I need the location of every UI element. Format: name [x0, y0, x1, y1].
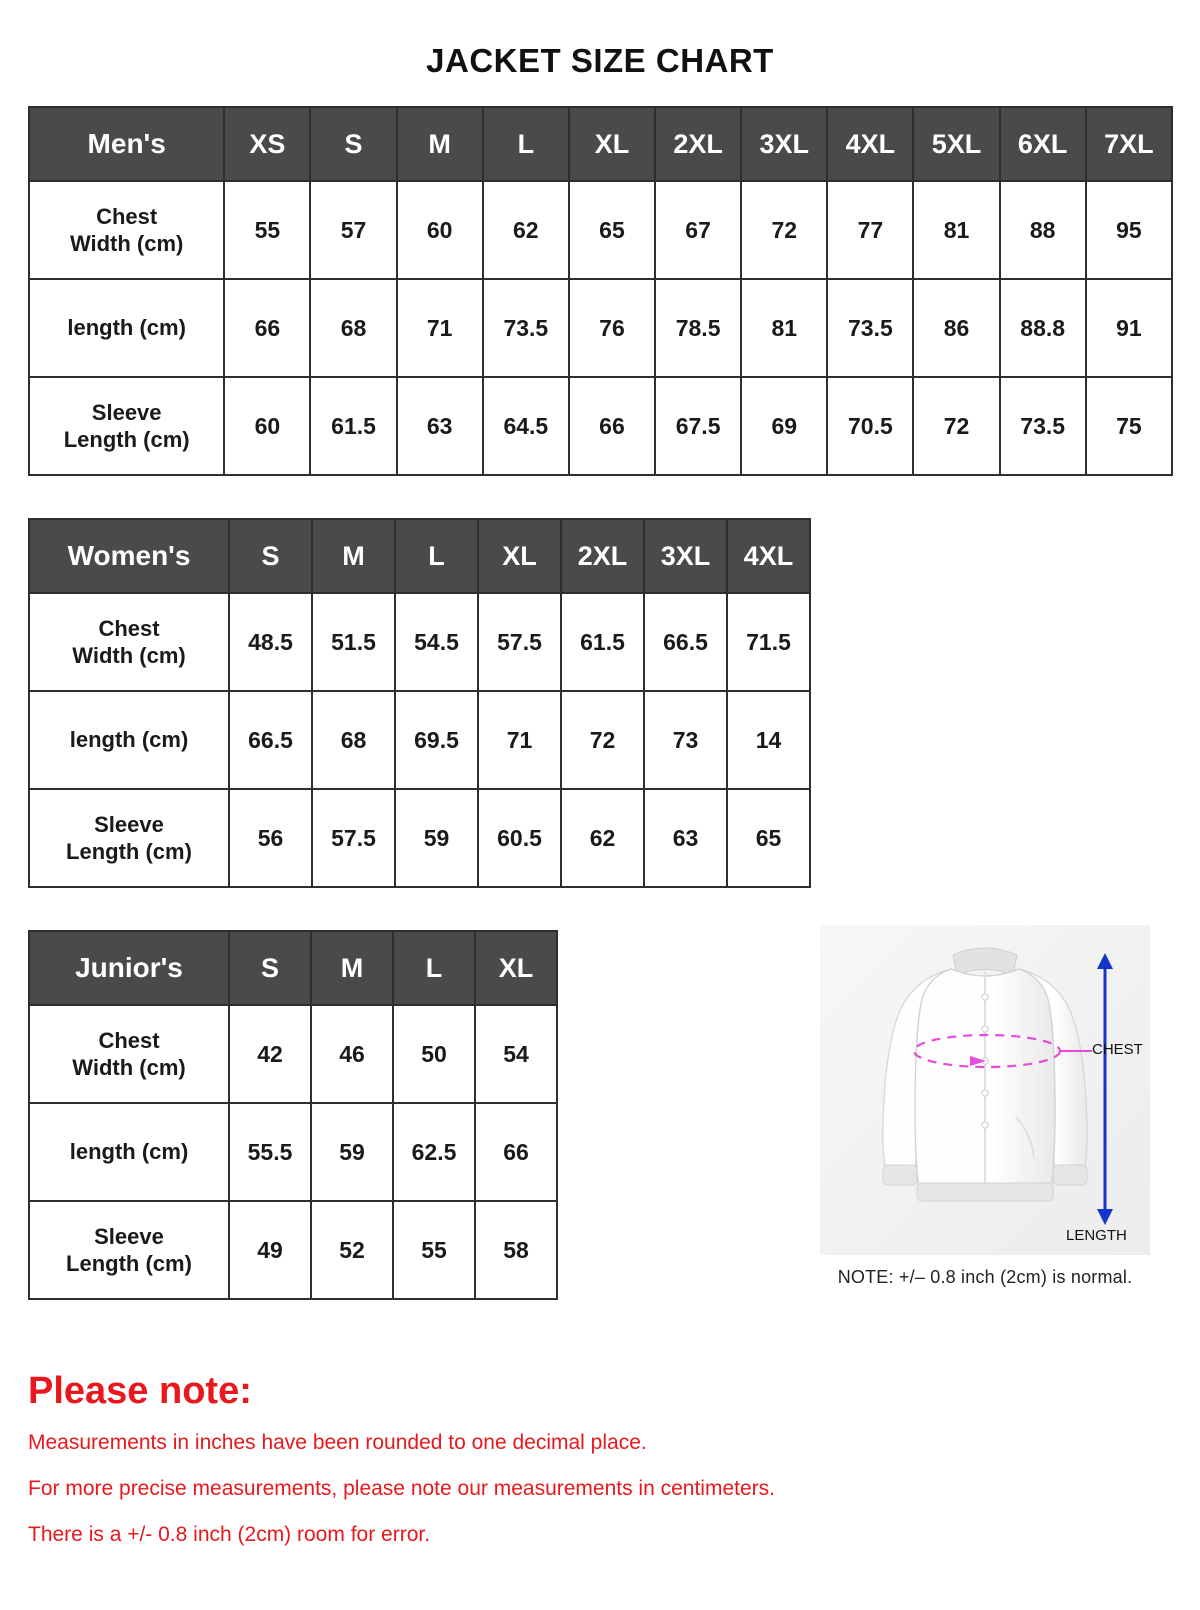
- table-row: [29, 1103, 557, 1201]
- cell: 75: [1086, 377, 1172, 475]
- please-note-line: For more precise measurements, please note our measurements in centimeters.: [28, 1477, 775, 1500]
- cell: 66.5: [644, 593, 727, 691]
- chest-label: CHEST: [1092, 1041, 1143, 1058]
- size-header: S: [310, 107, 396, 181]
- cell: 68: [312, 691, 395, 789]
- table-row: [29, 181, 1172, 279]
- cell: 54: [475, 1005, 557, 1103]
- cell: 95: [1086, 181, 1172, 279]
- please-note-line: There is a +/- 0.8 inch (2cm) room for error.: [28, 1523, 431, 1546]
- size-header: M: [397, 107, 483, 181]
- table-row: [29, 377, 1172, 475]
- size-header: XL: [475, 931, 557, 1005]
- cell: 66.5: [229, 691, 312, 789]
- cell: 55: [224, 181, 310, 279]
- cell: 54.5: [395, 593, 478, 691]
- cell: 88.8: [1000, 279, 1086, 377]
- row-label: [29, 593, 229, 691]
- row-label: length (cm): [29, 279, 224, 377]
- size-header: 3XL: [644, 519, 727, 593]
- size-header: XS: [224, 107, 310, 181]
- cell: 76: [569, 279, 655, 377]
- please-note-line: Measurements in inches have been rounded to one decimal place.: [28, 1431, 647, 1454]
- row-label-line1: Sleeve: [94, 1223, 164, 1249]
- cell: 51.5: [312, 593, 395, 691]
- row-label-line1: Chest: [98, 1027, 160, 1053]
- juniors-table-label: Junior's: [29, 931, 229, 1005]
- cell: 55: [393, 1201, 475, 1299]
- row-label: length (cm): [29, 1103, 229, 1201]
- measurement-illustration: [800, 925, 1170, 1288]
- please-note-section: [28, 1370, 1168, 1569]
- cell: 71.5: [727, 593, 810, 691]
- cell: 69: [741, 377, 827, 475]
- row-label-line2: Width (cm): [69, 231, 184, 256]
- cell: 66: [475, 1103, 557, 1201]
- womens-table-label: Women's: [29, 519, 229, 593]
- cell: 61.5: [310, 377, 396, 475]
- row-label-line2: Length (cm): [63, 427, 190, 452]
- size-header: 4XL: [827, 107, 913, 181]
- cell: 46: [311, 1005, 393, 1103]
- cell: 52: [311, 1201, 393, 1299]
- length-label: LENGTH: [1066, 1227, 1127, 1244]
- cell: 91: [1086, 279, 1172, 377]
- cell: 56: [229, 789, 312, 887]
- size-header: L: [393, 931, 475, 1005]
- table-row: [29, 279, 1172, 377]
- page-title: JACKET SIZE CHART: [426, 42, 774, 79]
- cell: 77: [827, 181, 913, 279]
- please-note-heading: Please note:: [28, 1370, 252, 1412]
- row-label: [29, 377, 224, 475]
- cell: 78.5: [655, 279, 741, 377]
- juniors-size-table: [28, 930, 558, 1300]
- cell: 66: [569, 377, 655, 475]
- size-header: M: [312, 519, 395, 593]
- cell: 68: [310, 279, 396, 377]
- row-label-line2: Width (cm): [72, 1055, 186, 1080]
- cell: 81: [913, 181, 999, 279]
- row-label-line2: Width (cm): [72, 643, 186, 668]
- table-header-row: [29, 107, 1172, 181]
- row-label-line1: Sleeve: [91, 399, 162, 425]
- cell: 59: [311, 1103, 393, 1201]
- row-label-line2: Length (cm): [66, 839, 192, 864]
- cell: 63: [644, 789, 727, 887]
- size-header: 5XL: [913, 107, 999, 181]
- cell: 70.5: [827, 377, 913, 475]
- row-label: [29, 181, 224, 279]
- cell: 50: [393, 1005, 475, 1103]
- cell: 81: [741, 279, 827, 377]
- size-header: 2XL: [655, 107, 741, 181]
- cell: 86: [913, 279, 999, 377]
- cell: 67: [655, 181, 741, 279]
- size-header: M: [311, 931, 393, 1005]
- jacket-image: [820, 925, 1150, 1255]
- table-row: [29, 789, 810, 887]
- row-label: [29, 789, 229, 887]
- cell: 73: [644, 691, 727, 789]
- cell: 71: [397, 279, 483, 377]
- cell: 62: [561, 789, 644, 887]
- cell: 57: [310, 181, 396, 279]
- size-header: 4XL: [727, 519, 810, 593]
- size-header: 7XL: [1086, 107, 1172, 181]
- size-header: XL: [478, 519, 561, 593]
- cell: 57.5: [312, 789, 395, 887]
- size-header: S: [229, 519, 312, 593]
- cell: 73.5: [483, 279, 569, 377]
- cell: 66: [224, 279, 310, 377]
- cell: 64.5: [483, 377, 569, 475]
- row-label: [29, 1005, 229, 1103]
- cell: 67.5: [655, 377, 741, 475]
- mens-table-label: Men's: [29, 107, 224, 181]
- size-header: 2XL: [561, 519, 644, 593]
- cell: 60: [397, 181, 483, 279]
- row-label: length (cm): [29, 691, 229, 789]
- row-label-line1: Chest: [96, 203, 158, 229]
- cell: 62: [483, 181, 569, 279]
- size-header: 6XL: [1000, 107, 1086, 181]
- cell: 73.5: [1000, 377, 1086, 475]
- size-header: XL: [569, 107, 655, 181]
- cell: 57.5: [478, 593, 561, 691]
- jacket-icon: [820, 925, 1150, 1255]
- row-label-line1: Chest: [98, 615, 160, 641]
- table-row: [29, 691, 810, 789]
- table-header-row: [29, 519, 810, 593]
- table-row: [29, 1005, 557, 1103]
- cell: 72: [741, 181, 827, 279]
- cell: 71: [478, 691, 561, 789]
- cell: 69.5: [395, 691, 478, 789]
- cell: 49: [229, 1201, 311, 1299]
- cell: 61.5: [561, 593, 644, 691]
- cell: 14: [727, 691, 810, 789]
- mens-size-table: [28, 106, 1173, 476]
- cell: 59: [395, 789, 478, 887]
- row-label-line2: Length (cm): [66, 1251, 192, 1276]
- cell: 88: [1000, 181, 1086, 279]
- cell: 55.5: [229, 1103, 311, 1201]
- size-header: S: [229, 931, 311, 1005]
- cell: 63: [397, 377, 483, 475]
- cell: 58: [475, 1201, 557, 1299]
- cell: 60.5: [478, 789, 561, 887]
- cell: 60: [224, 377, 310, 475]
- row-label: [29, 1201, 229, 1299]
- cell: 72: [561, 691, 644, 789]
- size-header: 3XL: [741, 107, 827, 181]
- table-header-row: [29, 931, 557, 1005]
- row-label-line1: Sleeve: [94, 811, 164, 837]
- measurement-note: NOTE: +/– 0.8 inch (2cm) is normal.: [837, 1267, 1133, 1287]
- cell: 48.5: [229, 593, 312, 691]
- cell: 73.5: [827, 279, 913, 377]
- womens-size-table: [28, 518, 811, 888]
- table-row: [29, 1201, 557, 1299]
- size-header: L: [395, 519, 478, 593]
- table-row: [29, 593, 810, 691]
- size-header: L: [483, 107, 569, 181]
- cell: 65: [569, 181, 655, 279]
- cell: 72: [913, 377, 999, 475]
- cell: 65: [727, 789, 810, 887]
- cell: 42: [229, 1005, 311, 1103]
- cell: 62.5: [393, 1103, 475, 1201]
